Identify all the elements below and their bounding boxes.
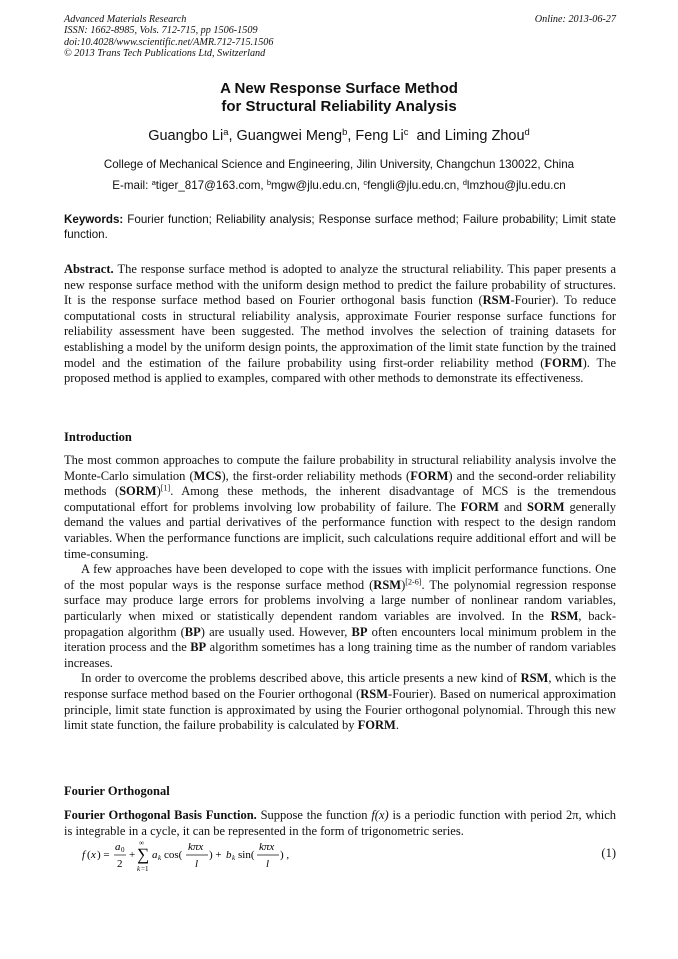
email-address[interactable]: tiger_817@163.com: [155, 179, 261, 192]
keywords-text: Fourier function; Reliability analysis; Response surface method; Failure probability; Limit state function.: [64, 213, 616, 242]
email-address[interactable]: fengli@jlu.edu.cn: [367, 179, 457, 192]
svg-text:) +: ) +: [209, 849, 222, 861]
paragraph: Fourier Orthogonal Basis Function. Suppose the function f(x) is a periodic function with period 2π, which is integrable in a cycle, it can be represented in the form of trigonometric series.: [64, 808, 616, 838]
author-list: [0, 125, 678, 144]
svg-text:) ,: ) ,: [280, 849, 290, 861]
paragraph: The most common approaches to compute the failure probability in structural reliability analysis involve the Monte-Carlo simulation (MCS), the first-order reliability methods (FORM) and the second-order reliability methods (SORM)[1]. Among these methods, the inherent disadvantage of MCS is the tremendous computational effort for problems involving low probability of failure. The FORM and SORM generally demand the values and partial derivatives of the performance function with respect to the design random variables. When the performance functions are implicit, such calculations require additional effort and will be time-consuming.: [64, 453, 617, 561]
abstract-label: Abstract.: [64, 262, 114, 276]
doi-line: doi:10.4028/www.scientific.net/AMR.712-715.1506: [64, 36, 274, 48]
svg-text:∑: ∑: [137, 845, 150, 864]
equation-number: (1): [601, 846, 616, 860]
section-heading-fourier: Fourier Orthogonal: [64, 784, 170, 798]
svg-text:l: l: [195, 858, 199, 870]
svg-text:a: a: [152, 849, 158, 861]
email-line: E-mail: $^a$tiger_817@163.com, $^b$mgw@jlu.edu.cn, $^c$fengli@jlu.edu.cn, $^d$lmzhou@jlu.edu.cn: [112, 177, 566, 192]
title-line-2: for Structural Reliability Analysis: [221, 98, 457, 115]
svg-text:(: (: [87, 849, 91, 861]
abstract: Abstract. The response surface method is adopted to analyze the structural reliability. This paper presents a new response surface method with the uniform design method to predict the failure probability of structures. It is the response surface method based on Fourier orthogonal basis function (RSM-Fourier). To reduce computational costs in structural reliability analysis, approximate Fourier response surface functions for reliability assessment have been suggested. The method involves the selection of training datasets for establishing a model by the uniform design points, the approximation of the limit state function by the trained model and the estimation of the failure probability using first-order reliability method (FORM). The proposed method is applied to examples, compared with other methods to demonstrate its effectiveness.: [64, 262, 617, 386]
svg-text:f: f: [82, 849, 86, 861]
svg-text:=1: =1: [141, 865, 149, 873]
paragraph: In order to overcome the problems described above, this article presents a new kind of RSM, which is the response surface method based on the Fourier orthogonal (RSM-Fourier). Based on numerical approximation principle, limit state function is approximated by using the Fourier orthogonal polynomial. Through this new limit state function, the failure probability is calculated by FORM.: [64, 671, 616, 733]
copyright-line: © 2013 Trans Tech Publications Ltd, Switzerland: [64, 48, 266, 60]
subsection-label: Fourier Orthogonal Basis Function.: [64, 808, 257, 822]
svg-text:kπx: kπx: [188, 841, 204, 853]
author: Guangbo Li$^a$,: [148, 125, 237, 144]
email-address[interactable]: mgw@jlu.edu.cn: [271, 179, 357, 192]
svg-text:sin(: sin(: [238, 849, 255, 861]
svg-text:a: a: [115, 841, 121, 853]
svg-text:k: k: [232, 854, 236, 862]
citation[interactable]: [1]: [160, 483, 171, 493]
svg-text:0: 0: [121, 846, 125, 854]
paper-title: [0, 80, 678, 116]
fourier-series-formula: [82, 838, 312, 874]
svg-text:k: k: [158, 854, 162, 862]
svg-text:b: b: [226, 849, 232, 861]
keywords: [64, 212, 616, 243]
citation[interactable]: [2-6]: [405, 577, 422, 587]
email-address[interactable]: lmzhou@jlu.edu.cn: [466, 179, 566, 192]
issn-line: ISSN: 1662-8985, Vols. 712-715, pp 1506-1509: [64, 25, 258, 37]
svg-text:kπx: kπx: [259, 841, 275, 853]
keywords-label: Keywords:: [64, 213, 124, 226]
affiliation: College of Mechanical Science and Engineering, Jilin University, Changchun 130022, China: [103, 158, 575, 171]
svg-text:cos(: cos(: [164, 849, 183, 861]
journal-name: Advanced Materials Research: [64, 14, 187, 25]
equation-1: [82, 838, 616, 874]
section-heading-introduction: Introduction: [64, 430, 132, 444]
author: Liming Zhou$^d$: [444, 125, 530, 144]
fourier-body: [64, 808, 616, 839]
journal-header: [64, 14, 616, 60]
title-line-1: A New Response Surface Method: [220, 80, 458, 97]
svg-text:k: k: [137, 865, 141, 873]
online-date: Online: 2013-06-27: [534, 14, 616, 25]
author: Feng Li$^c$ and: [355, 125, 445, 144]
svg-text:) =: ) =: [97, 849, 110, 861]
svg-text:∞: ∞: [139, 839, 144, 847]
svg-text:l: l: [266, 858, 270, 870]
author: Guangwei Meng$^b$,: [236, 125, 356, 144]
introduction-body: [64, 453, 616, 734]
svg-text:2: 2: [117, 858, 123, 870]
svg-text:+: +: [129, 849, 136, 861]
paragraph: A few approaches have been developed to cope with the issues with implicit performance functions. One of the most popular ways is the response surface method (RSM)[2-6]. The polynomial regression response surface may produce large errors for problems involving a large number of nonlinear random variables, particularly when mixed or statistically dependent random variables are involved. In the RSM, back-propagation algorithm (BP) are usually used. However, BP often encounters local minimum problem in the iteration process and the BP algorithm sometimes has a long training time as the number of random variables increases.: [64, 562, 616, 670]
svg-text:x: x: [91, 849, 96, 861]
